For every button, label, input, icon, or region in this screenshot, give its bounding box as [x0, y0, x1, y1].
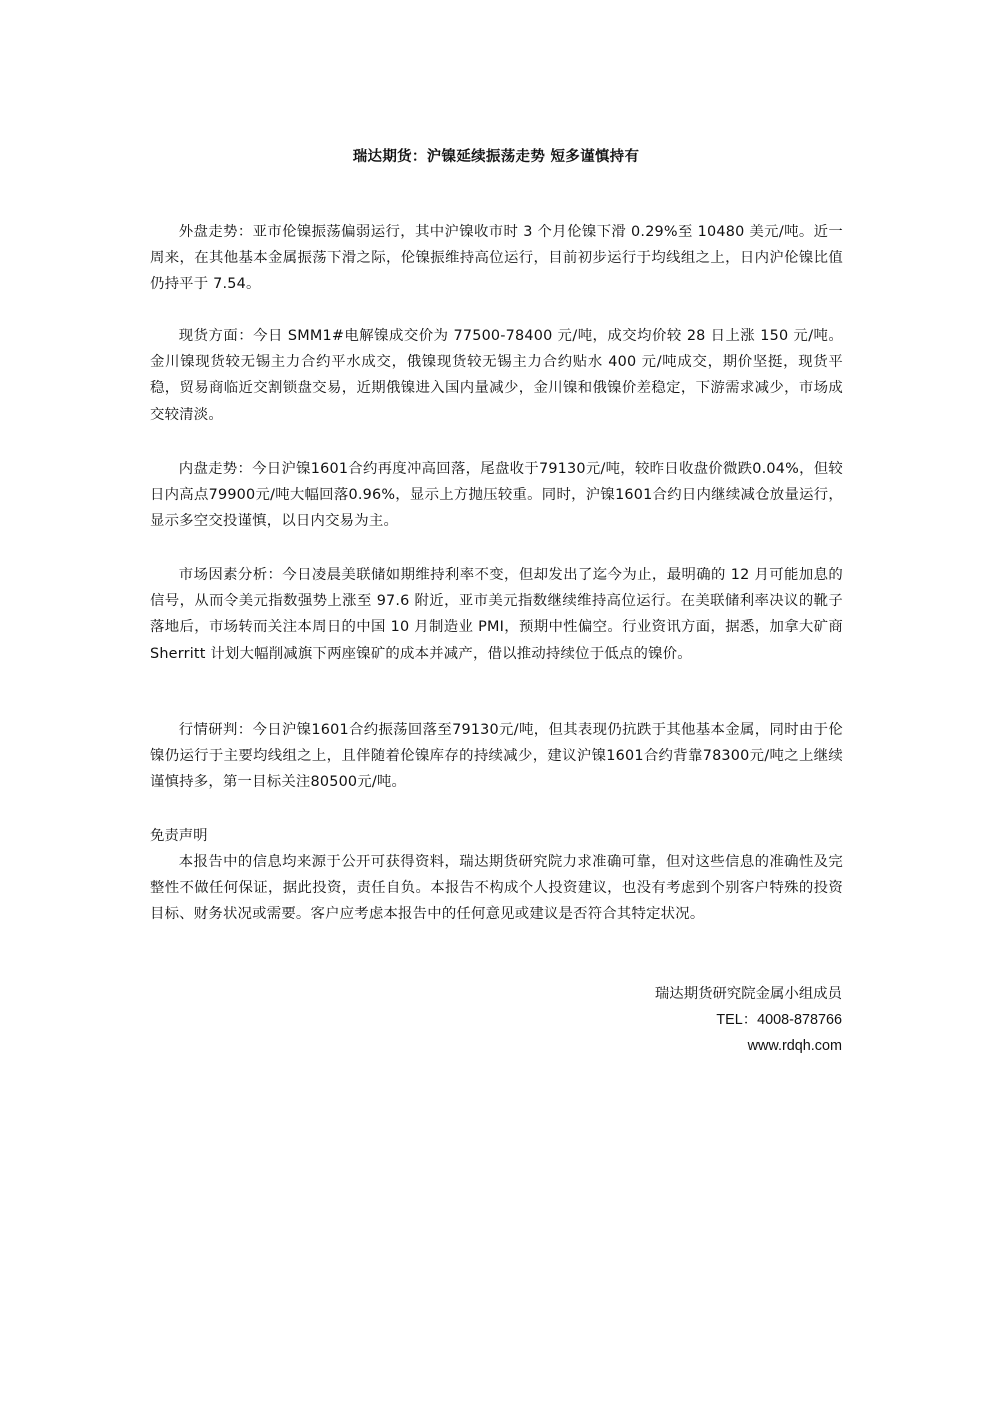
disclaimer-text: 本报告中的信息均来源于公开可获得资料，瑞达期货研究院力求准确可靠，但对这些信息的准确性及完整性不做任何保证，据此投资，责任自负。本报告不构成个人投资建议，也没有考虑到个别客户特殊的投资目标、财务状况或需要。客户应考虑本报告中的任何意见或建议是否符合其特定状况。: [150, 854, 843, 923]
paragraph-spot-market: 现货方面：今日 SMM1#电解镍成交价为 77500-78400 元/吨，成交均价较 28 日上涨 150 元/吨。金川镍现货较无锡主力合约平水成交，俄镍现货较无锡主力合约贴水 400 元/吨成交，期价坚挺，现货平稳，贸易商临近交割锁盘交易，近期俄镍进入国内量减少，金川镍和俄镍价差稳定，下游需求减少，市场成交较清淡。: [150, 328, 843, 423]
paragraph-overseas-market: 外盘走势：亚市伦镍振荡偏弱运行，其中沪镍收市时 3 个月伦镍下滑 0.29%至 10480 美元/吨。近一周来，在其他基本金属振荡下滑之际，伦镍振维持高位运行，目前初步运行于均线组之上，日内沪伦镍比值仍持平于 7.54。: [150, 224, 843, 293]
disclaimer-heading: 免责声明: [150, 828, 208, 844]
signature-org: 瑞达期货研究院金属小组成员: [654, 986, 842, 1002]
paragraph-domestic-market: 内盘走势：今日沪镍1601合约再度冲高回落，尾盘收于79130元/吨，较昨日收盘价微跌0.04%，但较日内高点79900元/吨大幅回落0.96%，显示上方抛压较重。同时，沪镍1601合约日内继续减仓放量运行，显示多空交投谨慎，以日内交易为主。: [150, 461, 843, 530]
document-title: 瑞达期货：沪镍延续振荡走势 短多谨慎持有: [352, 149, 640, 165]
paragraph-market-outlook: 行情研判：今日沪镍1601合约振荡回落至79130元/吨，但其表现仍抗跌于其他基本金属，同时由于伦镍仍运行于主要均线组之上，且伴随着伦镍库存的持续减少，建议沪镍1601合约背靠78300元/吨之上继续谨慎持多，第一目标关注80500元/吨。: [150, 722, 843, 791]
paragraph-market-factors: 市场因素分析：今日凌晨美联储如期维持利率不变，但却发出了迄今为止，最明确的 12 月可能加息的信号，从而令美元指数强势上涨至 97.6 附近，亚市美元指数继续维持高位运行。在美联储利率决议的靴子落地后，市场转而关注本周日的中国 10 月制造业 PMI，预期中性偏空。行业资讯方面，据悉，加拿大矿商 Sherritt 计划大幅削减旗下两座镍矿的成本并减产，借以推动持续位于低点的镍价。: [150, 567, 843, 662]
signature-tel: TEL：4008-878766: [716, 1012, 842, 1028]
signature-website: www.rdqh.com: [747, 1038, 842, 1054]
